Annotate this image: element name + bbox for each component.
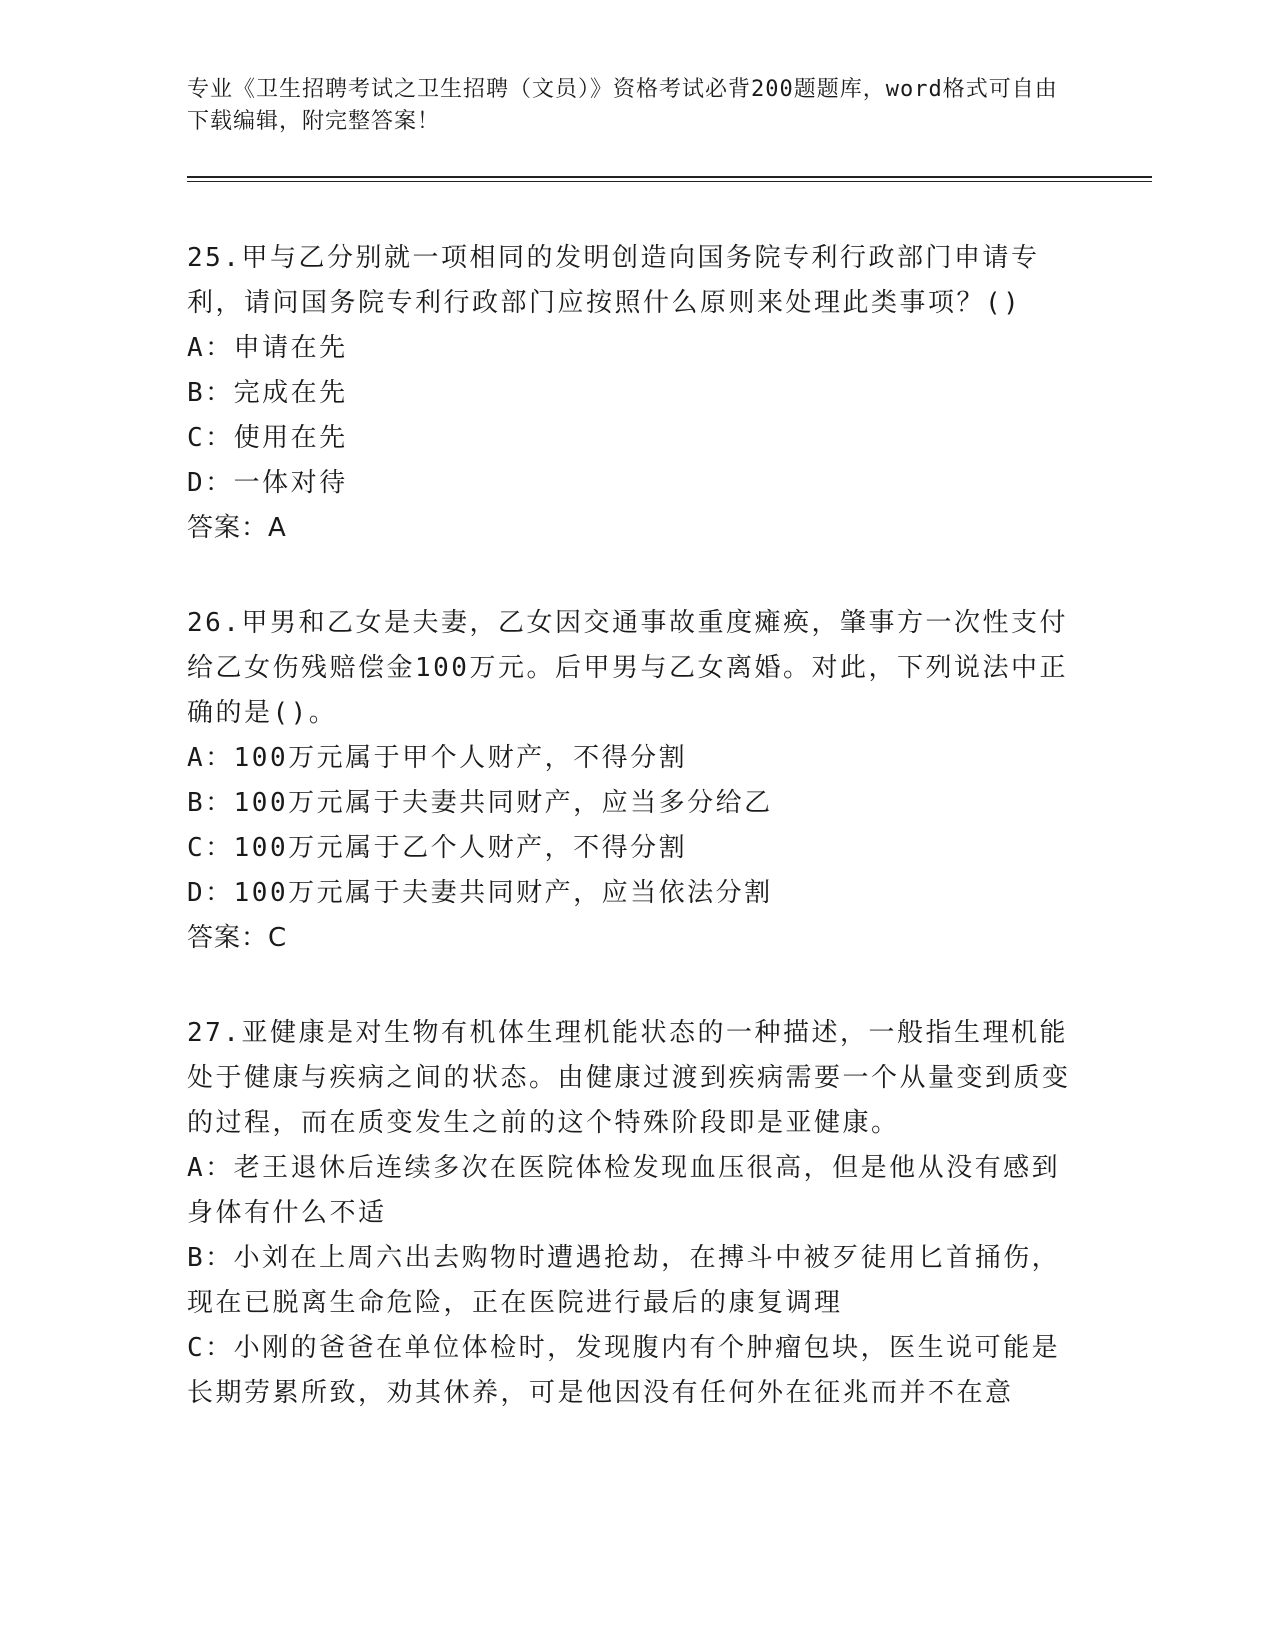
- question-stem: 27.亚健康是对生物有机体生理机能状态的一种描述，一般指生理机能处于健康与疾病之间的状态。由健康过渡到疾病需要一个从量变到质变的过程，而在质变发生之前的这个特殊阶段即是亚健康。: [187, 1018, 1071, 1138]
- option-d: D：一体对待: [187, 468, 348, 498]
- option-d: D：100万元属于夫妻共同财产，应当依法分割: [187, 878, 773, 908]
- option-a: A：老王退休后连续多次在医院体检发现血压很高，但是他从没有感到身体有什么不适: [187, 1153, 1061, 1228]
- option-b: B：100万元属于夫妻共同财产，应当多分给乙: [187, 788, 773, 818]
- option-a: A：申请在先: [187, 333, 348, 363]
- question-stem: 26.甲男和乙女是夫妻，乙女因交通事故重度瘫痪，肇事方一次性支付给乙女伤残赔偿金100万元。后甲男与乙女离婚。对此，下列说法中正确的是()。: [187, 608, 1068, 728]
- question-25: [187, 236, 1077, 551]
- option-a: A：100万元属于甲个人财产，不得分割: [187, 743, 688, 773]
- header-divider: [187, 176, 1152, 182]
- option-c: C：使用在先: [187, 423, 348, 453]
- option-c: C：100万元属于乙个人财产，不得分割: [187, 833, 688, 863]
- answer-line: 答案：A: [187, 513, 287, 543]
- question-26: [187, 601, 1077, 961]
- question-stem: 25.甲与乙分别就一项相同的发明创造向国务院专利行政部门申请专利，请问国务院专利行政部门应按照什么原则来处理此类事项？(): [187, 243, 1040, 318]
- option-b: B：完成在先: [187, 378, 348, 408]
- option-b: B：小刘在上周六出去购物时遭遇抢劫，在搏斗中被歹徒用匕首捅伤，现在已脱离生命危险，正在医院进行最后的康复调理: [187, 1243, 1061, 1318]
- option-c: C：小刚的爸爸在单位体检时，发现腹内有个肿瘤包块，医生说可能是长期劳累所致，劝其休养，可是他因没有任何外在征兆而并不在意: [187, 1333, 1061, 1408]
- page-header: 专业《卫生招聘考试之卫生招聘（文员）》资格考试必背200题题库，word格式可自由下载编辑，附完整答案！: [187, 77, 1058, 134]
- answer-line: 答案：C: [187, 923, 288, 953]
- question-list: [187, 236, 1077, 1466]
- question-27: [187, 1011, 1077, 1416]
